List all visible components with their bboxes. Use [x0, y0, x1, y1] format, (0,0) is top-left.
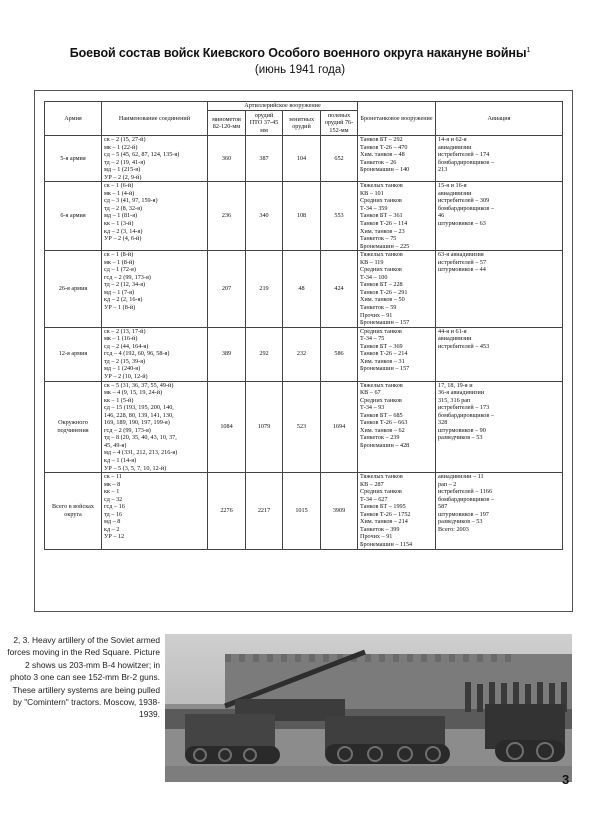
table-row	[45, 251, 563, 327]
units-cell-line: кд – 2 (3, 14-я)	[104, 227, 143, 235]
armor-cell-line: Средних танков	[360, 396, 402, 404]
units-cell-line: ск – 1 (8-й)	[104, 251, 134, 259]
units-cell-line: 45, 49-я)	[104, 441, 127, 449]
armor-cell	[358, 473, 436, 549]
armor-cell-line: Танкеток – 75	[360, 235, 397, 243]
mortars-cell: 236	[208, 182, 246, 251]
units-cell-line: сд – 5 (45, 62, 87, 124, 135-я)	[104, 151, 180, 159]
armor-cell-line: Бронемашин – 140	[360, 166, 410, 174]
armor-cell-line: Танков Т-26 – 1752	[360, 510, 411, 518]
units-cell-line: УР – 2 (10, 12-й)	[104, 372, 148, 380]
units-cell-line: мд – 1 (7-я)	[104, 288, 135, 296]
aviation-cell-line: авиадивизии	[438, 143, 472, 151]
units-cell-line: 146, 228, 80, 139, 141, 130,	[104, 411, 174, 419]
header-army: Армия	[45, 102, 102, 136]
units-cell-line: мд – 1 (215-я)	[104, 166, 141, 174]
armor-cell-line: Бронемашин – 1154	[360, 540, 413, 548]
armor-cell-line: Тяжелых танков	[360, 473, 403, 481]
header-mortars: минометов 82-120-мм	[208, 111, 246, 136]
aviation-cell-line: 63-я авиадивизия	[438, 251, 484, 259]
armor-cell-line: Бронемашин – 157	[360, 365, 410, 373]
aviation-cell	[436, 136, 563, 182]
army-cell: 26-я армия	[45, 251, 102, 327]
armor-cell-line: Бронемашин – 157	[360, 319, 410, 327]
header-aviation: Авиация	[436, 102, 563, 136]
aviation-cell-line: бомбардировщиков –	[438, 495, 494, 503]
aviation-cell-line: авиадивизии – 11	[438, 473, 484, 481]
armor-cell-line: Средних танков	[360, 266, 402, 274]
armor-cell-line: Танков Т-26 – 470	[360, 143, 408, 151]
armor-cell-line: Танков БТ – 369	[360, 342, 403, 350]
units-cell	[102, 136, 208, 182]
antitank-cell: 340	[246, 182, 283, 251]
armor-cell-line: Т-34 – 359	[360, 204, 388, 212]
units-cell-line: мк – 1 (4-й)	[104, 189, 135, 197]
aviation-cell-line: бомбардировщиков –	[438, 411, 494, 419]
aviation-cell-line: рап – 2	[438, 480, 457, 488]
armor-cell	[358, 136, 436, 182]
armor-cell-line: Танков БТ – 361	[360, 212, 403, 220]
units-cell-line: сд – 32	[104, 495, 123, 503]
units-cell-line: ск – 11	[104, 473, 122, 481]
units-cell	[102, 182, 208, 251]
aviation-cell	[436, 251, 563, 327]
table-row	[45, 182, 563, 251]
units-cell-line: тд – 2 (19, 41-я)	[104, 158, 146, 166]
aviation-cell-line: 587	[438, 503, 448, 511]
armor-cell	[358, 182, 436, 251]
header-artillery: Артиллерийское вооружение	[208, 102, 358, 111]
armor-cell-line: Бронемашин – 225	[360, 242, 410, 250]
armor-cell-line: КВ – 67	[360, 389, 381, 397]
units-cell-line: гсд – 2 (99, 173-я)	[104, 273, 151, 281]
field-guns-cell: 553	[321, 182, 358, 251]
aviation-cell-line: бомбардировщиков –	[438, 204, 494, 212]
aviation-cell-line: 14-я и 62-я	[438, 136, 467, 143]
table-row	[45, 473, 563, 549]
aviation-cell-line: 46	[438, 212, 445, 220]
units-cell-line: мд – 8	[104, 518, 121, 526]
armor-cell-line: Хим. танков – 50	[360, 296, 405, 304]
armor-cell-line: Танков Т-26 – 291	[360, 288, 408, 296]
armor-cell-line: Танков БТ – 685	[360, 411, 403, 419]
page-number: 3	[562, 772, 570, 787]
antitank-cell: 2217	[246, 473, 283, 549]
units-cell-line: кд – 2	[104, 525, 120, 533]
armor-cell-line: Танков Т-26 – 114	[360, 220, 408, 228]
mortars-cell: 2276	[208, 473, 246, 549]
armor-cell-line: Хим. танков – 48	[360, 151, 405, 159]
armor-cell	[358, 251, 436, 327]
field-guns-cell: 1694	[321, 381, 358, 473]
table-body	[45, 136, 563, 550]
aviation-cell-line: авиадивизии	[438, 335, 472, 343]
armor-cell-line: Танков БТ – 228	[360, 281, 403, 289]
units-cell-line: ск – 5 (31, 36, 37, 55, 49-й)	[104, 381, 174, 389]
aviation-cell	[436, 327, 563, 381]
antiaircraft-cell: 1015	[283, 473, 321, 549]
army-cell: 5-я армия	[45, 136, 102, 182]
units-cell-line: мд – 4 (331, 212, 213, 216-я)	[104, 449, 178, 457]
page-subtitle: (июнь 1941 года)	[254, 64, 346, 76]
army-cell: Окружного подчинения	[45, 381, 102, 473]
aviation-cell-line: 44-я и 61-я	[438, 327, 467, 335]
units-cell-line: ск – 2 (13, 17-й)	[104, 327, 146, 335]
aviation-cell-line: истребителей – 174	[438, 151, 490, 159]
aviation-cell-line: штурмовиков – 63	[438, 220, 486, 228]
armor-cell-line: Танков Т-26 – 214	[360, 350, 408, 358]
units-cell-line: тд – 2 (8, 32-я)	[104, 204, 143, 212]
units-cell-line: ск – 2 (15, 27-й)	[104, 136, 146, 143]
armor-cell-line: Хим. танков – 214	[360, 518, 408, 526]
antiaircraft-cell: 108	[283, 182, 321, 251]
aviation-cell	[436, 381, 563, 473]
armor-cell-line: Танков БТ – 292	[360, 136, 403, 143]
armor-cell-line: Прочих – 91	[360, 533, 393, 541]
mortars-cell: 1084	[208, 381, 246, 473]
units-cell-line: гсд – 16	[104, 503, 125, 511]
armor-cell	[358, 327, 436, 381]
mortars-cell: 207	[208, 251, 246, 327]
units-cell-line: УР – 12	[104, 533, 125, 541]
aviation-cell	[436, 182, 563, 251]
antiaircraft-cell: 232	[283, 327, 321, 381]
header-antitank: орудий ПТО 37-45 мм	[246, 111, 283, 136]
armor-cell-line: Танков Т-26 – 663	[360, 419, 408, 427]
units-cell	[102, 473, 208, 549]
field-guns-cell: 652	[321, 136, 358, 182]
units-cell-line: кк – 1	[104, 488, 120, 496]
aviation-cell-line: 15-я и 16-я	[438, 182, 467, 190]
header-field-guns: полевых орудий 76-152-мм	[321, 111, 358, 136]
antitank-cell: 219	[246, 251, 283, 327]
army-cell: 12-я армия	[45, 327, 102, 381]
armor-cell-line: Т-34 – 100	[360, 273, 388, 281]
units-cell-line: мд – 1 (81-я)	[104, 212, 138, 220]
units-cell-line: ск – 1 (6-й)	[104, 182, 134, 190]
armor-cell-line: КВ – 287	[360, 480, 384, 488]
mortars-cell: 389	[208, 327, 246, 381]
armor-cell-line: Тяжелых танков	[360, 182, 403, 190]
units-cell-line: мк – 1 (22-й)	[104, 143, 138, 151]
aviation-cell-line: штурмовиков – 197	[438, 510, 489, 518]
aviation-cell-line: 213	[438, 166, 448, 174]
units-cell-line: 169, 189, 190, 197, 199-я)	[104, 419, 170, 427]
antiaircraft-cell: 104	[283, 136, 321, 182]
units-cell-line: мд – 1 (240-я)	[104, 365, 141, 373]
order-of-battle-table	[44, 101, 563, 550]
header-units: Наименование соединений	[102, 102, 208, 136]
table-row	[45, 381, 563, 473]
aviation-cell-line: 17, 18, 19-я и	[438, 381, 473, 389]
units-cell-line: гсд – 2 (99, 173-я)	[104, 426, 151, 434]
aviation-cell-line: штурмовиков – 44	[438, 266, 486, 274]
aviation-cell-line: истребителей – 173	[438, 404, 490, 412]
antitank-cell: 292	[246, 327, 283, 381]
units-cell-line: сд – 3 (41, 97, 159-я)	[104, 197, 158, 205]
units-cell	[102, 251, 208, 327]
aviation-cell-line: Всего: 2003	[438, 525, 469, 533]
header-antiaircraft: зенитных орудий	[283, 111, 321, 136]
antitank-cell: 1079	[246, 381, 283, 473]
armor-cell-line: Танкеток – 239	[360, 434, 400, 442]
aviation-cell	[436, 473, 563, 549]
units-cell-line: мк – 8	[104, 480, 121, 488]
aviation-cell-line: авиадивизии	[438, 189, 472, 197]
armor-cell-line: Средних танков	[360, 327, 402, 335]
header-armor: Бронетанковое вооружение	[358, 102, 436, 136]
units-cell-line: кд – 1 (14-я)	[104, 456, 137, 464]
aviation-cell-line: истребителей – 57	[438, 258, 487, 266]
aviation-cell-line: штурмовиков – 90	[438, 426, 486, 434]
table-row	[45, 136, 563, 182]
aviation-cell-line: бомбардировщиков –	[438, 158, 494, 166]
units-cell-line: УР – 2 (4, 6-й)	[104, 235, 142, 243]
units-cell-line: кд – 2 (2, 16-я)	[104, 296, 143, 304]
armor-cell-line: КВ – 101	[360, 189, 384, 197]
aviation-cell-line: 36-я авиадивизии	[438, 389, 485, 397]
armor-cell-line: Хим. танков – 31	[360, 357, 405, 365]
antiaircraft-cell: 523	[283, 381, 321, 473]
units-cell-line: сд – 2 (44, 164-я)	[104, 342, 149, 350]
units-cell-line: УР – 2 (2, 9-й)	[104, 173, 142, 181]
mortars-cell: 360	[208, 136, 246, 182]
armor-cell-line: Средних танков	[360, 197, 402, 205]
aviation-cell-line: разведчиков – 53	[438, 518, 483, 526]
aviation-cell-line: истребителей – 453	[438, 342, 490, 350]
field-guns-cell: 586	[321, 327, 358, 381]
antiaircraft-cell: 48	[283, 251, 321, 327]
page-title: Боевой состав войск Киевского Особого военного округа накануне войны$^1$	[69, 46, 531, 60]
units-cell-line: УР – 5 (3, 5, 7, 10, 12-й)	[104, 464, 167, 472]
armor-cell-line: Тяжелых танков	[360, 381, 403, 389]
parade-photo	[165, 634, 572, 782]
units-cell-line: кк – 1 (5-й)	[104, 396, 134, 404]
aviation-cell-line: 315, 316 рап	[438, 396, 471, 404]
units-cell-line: тд – 2 (12, 34-я)	[104, 281, 146, 289]
units-cell-line: кк – 1 (3-й)	[104, 220, 134, 228]
armor-cell-line: Танков БТ – 1995	[360, 503, 406, 511]
field-guns-cell: 3909	[321, 473, 358, 549]
units-cell-line: тд – 16	[104, 510, 123, 518]
armor-cell-line: Бронемашин – 428	[360, 441, 410, 449]
aviation-cell-line: истребителей – 309	[438, 197, 490, 205]
armor-cell-line: КВ – 119	[360, 258, 384, 266]
footnote-marker: 1	[526, 46, 531, 54]
units-cell-line: мк – 1 (16-й)	[104, 335, 138, 343]
armor-cell-line: Танкеток – 399	[360, 525, 400, 533]
units-cell	[102, 327, 208, 381]
field-guns-cell: 424	[321, 251, 358, 327]
units-cell-line: сд – 1 (72-я)	[104, 266, 136, 274]
army-cell: 6-я армия	[45, 182, 102, 251]
antitank-cell: 387	[246, 136, 283, 182]
units-cell-line: мк – 4 (9, 15, 19, 24-й)	[104, 389, 163, 397]
units-cell-line: УР – 1 (8-й)	[104, 304, 136, 312]
photo-caption: 2, 3. Heavy artillery of the Soviet armed forces moving in the Red Square. Picture 2 shows us 203-mm B-4 howitzer; in photo 3 one can see 152-mm Br-2 guns. These artillery systems are being pulled by "Comintern" tractors. Moscow, 1938-1939.	[7, 635, 160, 720]
armor-cell-line: Тяжелых танков	[360, 251, 403, 259]
armor-cell	[358, 381, 436, 473]
army-cell: Всего в войсках округа	[45, 473, 102, 549]
units-cell-line: мк – 1 (8-й)	[104, 258, 135, 266]
armor-cell-line: Средних танков	[360, 488, 402, 496]
aviation-cell-line: истребителей – 1166	[438, 488, 493, 496]
armor-cell-line: Хим. танков – 62	[360, 426, 405, 434]
armor-cell-line: Танкеток – 26	[360, 158, 397, 166]
units-cell-line: тд – 8 (20, 35, 40, 43, 10, 37,	[104, 434, 177, 442]
armor-cell-line: Танкеток – 59	[360, 304, 397, 312]
table-row	[45, 327, 563, 381]
units-cell	[102, 381, 208, 473]
units-cell-line: тд – 2 (15, 39-я)	[104, 357, 146, 365]
aviation-cell-line: 328	[438, 419, 448, 427]
armor-cell-line: Т-34 – 75	[360, 335, 385, 343]
armor-cell-line: Т-34 – 93	[360, 404, 385, 412]
aviation-cell-line: разведчиков – 53	[438, 434, 483, 442]
units-cell-line: сд – 15 (193, 195, 200, 140,	[104, 404, 174, 412]
armor-cell-line: Т-34 – 627	[360, 495, 388, 503]
units-cell-line: гсд – 4 (192, 60, 96, 58-я)	[104, 350, 170, 358]
armor-cell-line: Прочих – 91	[360, 311, 393, 319]
armor-cell-line: Хим. танков – 23	[360, 227, 405, 235]
